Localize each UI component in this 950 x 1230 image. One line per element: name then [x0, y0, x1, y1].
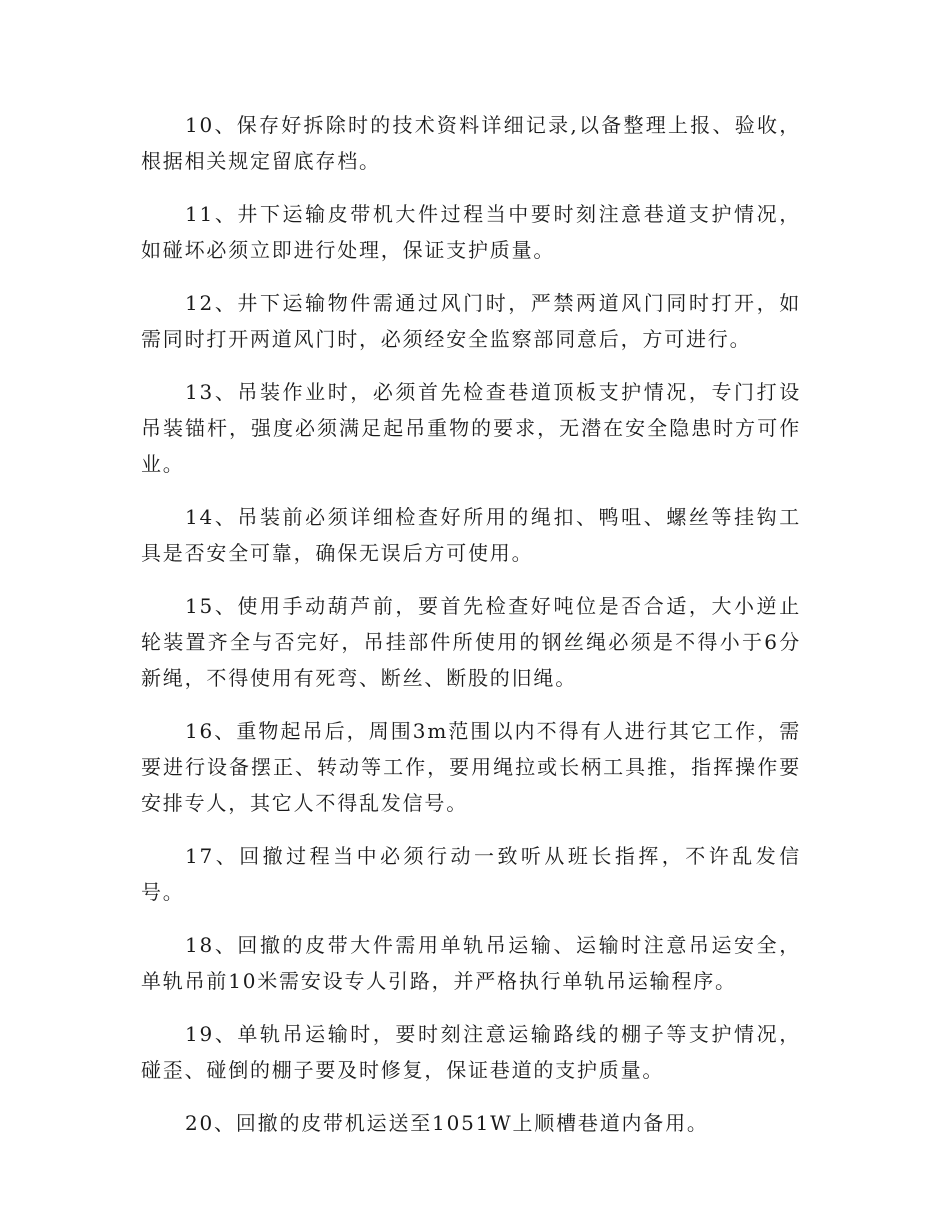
paragraph-19: 19、单轨吊运输时，要时刻注意运输路线的棚子等支护情况，碰歪、碰倒的棚子要及时修复，保证巷道的支护质量。	[141, 1022, 801, 1082]
paragraph-10: 10、保存好拆除时的技术资料详细记录,以备整理上报、验收，根据相关规定留底存档。	[141, 113, 801, 173]
paragraph-13: 13、吊装作业时，必须首先检查巷道顶板支护情况，专门打设吊装锚杆，强度必须满足起吊重物的要求，无潜在安全隐患时方可作业。	[141, 380, 801, 476]
paragraph-11: 11、井下运输皮带机大件过程当中要时刻注意巷道支护情况，如碰坏必须立即进行处理，保证支护质量。	[141, 202, 801, 262]
paragraph-18: 18、回撤的皮带大件需用单轨吊运输、运输时注意吊运安全，单轨吊前10米需安设专人引路，并严格执行单轨吊运输程序。	[141, 933, 801, 993]
paragraph-12: 12、井下运输物件需通过风门时，严禁两道风门同时打开，如需同时打开两道风门时，必须经安全监察部同意后，方可进行。	[141, 291, 801, 351]
paragraph-16: 16、重物起吊后，周围3m范围以内不得有人进行其它工作，需要进行设备摆正、转动等工作，要用绳拉或长柄工具推，指挥操作要安排专人，其它人不得乱发信号。	[141, 719, 801, 815]
paragraph-14: 14、吊装前必须详细检查好所用的绳扣、鸭咀、螺丝等挂钩工具是否安全可靠，确保无误后方可使用。	[141, 505, 801, 565]
document-page	[141, 107, 801, 1158]
paragraph-15: 15、使用手动葫芦前，要首先检查好吨位是否合适，大小逆止轮装置齐全与否完好，吊挂部件所使用的钢丝绳必须是不得小于6分新绳，不得使用有死弯、断丝、断股的旧绳。	[141, 594, 801, 690]
paragraph-17: 17、回撤过程当中必须行动一致听从班长指挥，不许乱发信号。	[141, 844, 801, 904]
paragraph-20: 20、回撤的皮带机运送至1051W上顺槽巷道内备用。	[185, 1111, 709, 1135]
